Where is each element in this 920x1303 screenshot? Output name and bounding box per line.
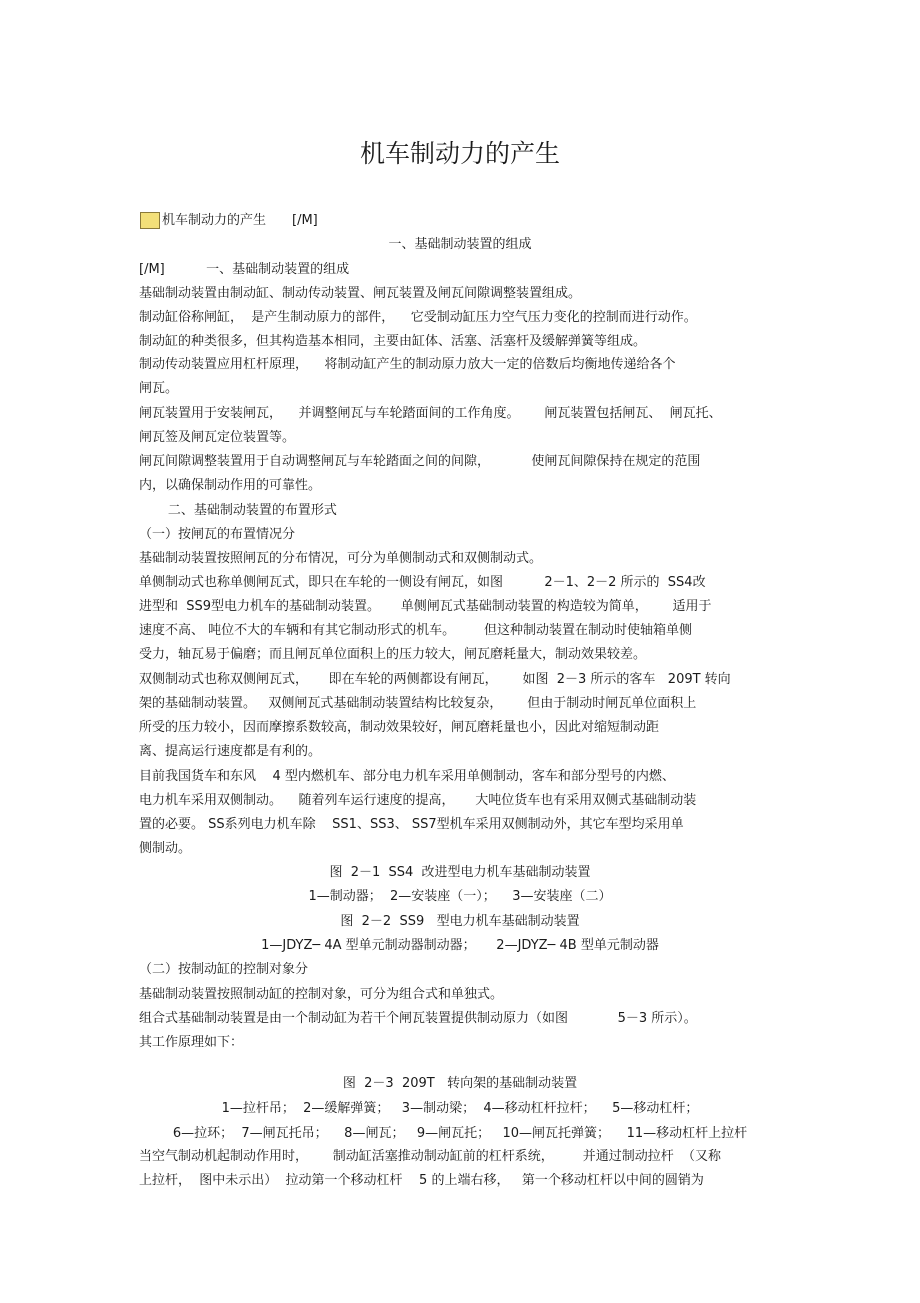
text-line: 闸瓦。 bbox=[139, 381, 179, 396]
text-line: 置的必要。 SS系列电力机车除 SS1、SS3、 SS7型机车采用双侧制动外，其它车型均采用单 bbox=[139, 817, 684, 832]
figure-legend: 1—拉杆吊； 2—缓解弹簧； 3—制动梁； 4—移动杠杆拉杆； 5—移动杠杆； bbox=[221, 1101, 699, 1116]
text-line: 电力机车采用双侧制动。 随着列车运行速度的提高， 大吨位货车也有采用双侧式基础制动装 bbox=[139, 793, 697, 808]
header-tag: [/M] bbox=[292, 213, 318, 228]
text-line: 当空气制动机起制动作用时， 制动缸活塞推动制动缸前的杠杆系统， 并通过制动拉杆 （又称 bbox=[139, 1149, 721, 1164]
figure-caption: 图 2－3 209T 转向架的基础制动装置 bbox=[342, 1076, 578, 1091]
text-line: 闸瓦签及闸瓦定位装置等。 bbox=[139, 430, 296, 445]
section-heading-layout: 二、基础制动装置的布置形式 bbox=[139, 503, 337, 518]
text-line: 基础制动装置按照制动缸的控制对象，可分为组合式和单独式。 bbox=[139, 987, 504, 1002]
text-line: 架的基础制动装置。 双侧闸瓦式基础制动装置结构比较复杂， 但由于制动时闸瓦单位面积上 bbox=[139, 696, 697, 711]
subsection-heading: （一）按闸瓦的布置情况分 bbox=[139, 527, 296, 542]
figure-caption: 图 2－1 SS4 改进型电力机车基础制动装置 bbox=[329, 865, 591, 880]
text-line: 制动缸的种类很多，但其构造基本相同，主要由缸体、活塞、活塞杆及缓解弹簧等组成。 bbox=[139, 334, 647, 349]
text-line: 上拉杆， 图中未示出） 拉动第一个移动杠杆 5 的上端右移， 第一个移动杠杆以中间的圆销为 bbox=[139, 1173, 704, 1188]
text-line: 制动缸俗称闸缸， 是产生制动原力的部件， 它受制动缸压力空气压力变化的控制而进行动作。 bbox=[139, 310, 697, 325]
figure-caption: 图 2－2 SS9 型电力机车基础制动装置 bbox=[340, 914, 580, 929]
text-line: [/M] 一、基础制动装置的组成 bbox=[139, 262, 350, 277]
text-line: 组合式基础制动装置是由一个制动缸为若干个闸瓦装置提供制动原力（如图 5－3 所示）。 bbox=[139, 1011, 697, 1026]
text-line: 制动传动装置应用杠杆原理， 将制动缸产生的制动原力放大一定的倍数后均衡地传递给各个 bbox=[139, 357, 676, 372]
document-link-icon[interactable] bbox=[140, 212, 160, 229]
text-line: 速度不高、 吨位不大的车辆和有其它制动形式的机车。 但这种制动装置在制动时使轴箱单侧 bbox=[139, 623, 693, 638]
text-line: 目前我国货车和东风 4 型内燃机车、部分电力机车采用单侧制动，客车和部分型号的内燃、 bbox=[139, 769, 675, 784]
text-line: 双侧制动式也称双侧闸瓦式， 即在车轮的两侧都设有闸瓦， 如图 2－3 所示的客车 209T 转向 bbox=[139, 672, 731, 687]
text-line: 单侧制动式也称单侧闸瓦式，即只在车轮的一侧设有闸瓦，如图 2－1、2－2 所示的 SS4改 bbox=[139, 575, 706, 590]
text-line: 所受的压力较小，因而摩擦系数较高，制动效果较好，闸瓦磨耗量也小，因此对缩短制动距 bbox=[139, 720, 660, 735]
text-line: 内，以确保制动作用的可靠性。 bbox=[139, 478, 322, 493]
figure-legend: 6—拉环； 7—闸瓦托吊； 8—闸瓦； 9—闸瓦托； 10—闸瓦托弹簧； 11—移动杠杆上拉杆 bbox=[172, 1126, 748, 1141]
text-line: 侧制动。 bbox=[139, 841, 192, 856]
text-line: 进型和 SS9型电力机车的基础制动装置。 单侧闸瓦式基础制动装置的构造较为简单， 适用于 bbox=[139, 599, 712, 614]
text-line: 闸瓦间隙调整装置用于自动调整闸瓦与车轮踏面之间的间隙， 使闸瓦间隙保持在规定的范围 bbox=[139, 454, 701, 469]
text-line: 基础制动装置按照闸瓦的分布情况，可分为单侧制动式和双侧制动式。 bbox=[139, 551, 543, 566]
section-heading-composition: 一、基础制动装置的组成 bbox=[388, 237, 532, 252]
text-line: 基础制动装置由制动缸、制动传动装置、闸瓦装置及闸瓦间隙调整装置组成。 bbox=[139, 286, 582, 301]
header-label: 机车制动力的产生 bbox=[162, 213, 267, 228]
document-title: 机车制动力的产生 bbox=[359, 139, 560, 168]
text-line: 闸瓦装置用于安装闸瓦， 并调整闸瓦与车轮踏面间的工作角度。 闸瓦装置包括闸瓦、 闸瓦托、 bbox=[139, 406, 722, 421]
figure-legend: 1—JDYZ─ 4A 型单元制动器制动器； 2—JDYZ─ 4B 型单元制动器 bbox=[261, 938, 659, 953]
text-line: 其工作原理如下： bbox=[139, 1035, 244, 1050]
figure-legend: 1—制动器； 2—安装座（一）； 3—安装座（二） bbox=[308, 889, 612, 904]
subsection-heading: （二）按制动缸的控制对象分 bbox=[139, 962, 309, 977]
text-line: 离、提高运行速度都是有利的。 bbox=[139, 744, 322, 759]
text-line: 受力，轴瓦易于偏磨；而且闸瓦单位面积上的压力较大，闸瓦磨耗量大，制动效果较差。 bbox=[139, 647, 647, 662]
